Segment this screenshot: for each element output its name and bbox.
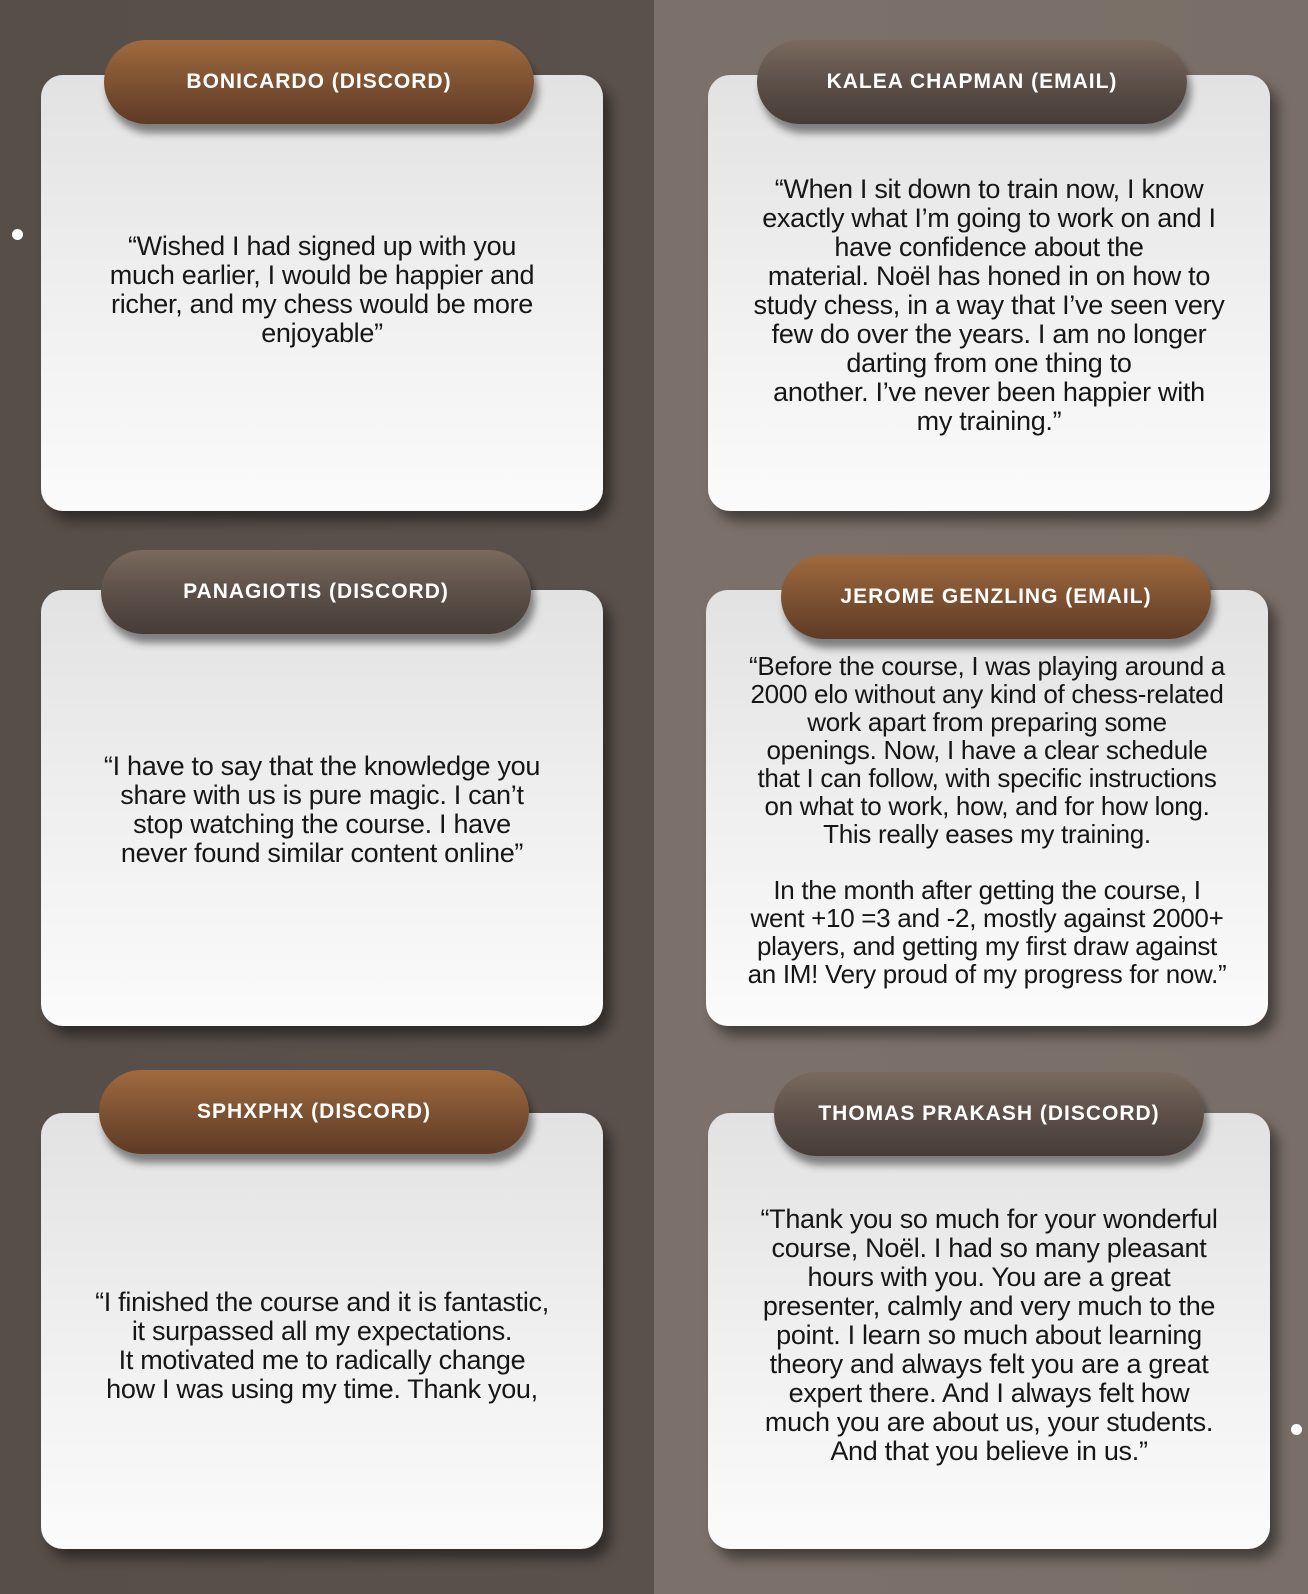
testimonial-quote: “Thank you so much for your wonderful course, Noël. I had so many pleasant hours with you. You are a great presenter, calmly and very much to the point. I learn so much about learning theory and always felt you are a great expert there. And I always felt how much you are about us, your students. And that you believe in us.”: [760, 1204, 1218, 1466]
testimonial-card: [41, 75, 603, 511]
testimonial-quote: “Before the course, I was playing around a 2000 elo without any kind of chess-related work apart from preparing some openings. Now, I have a clear schedule that I can follow, with specific instructions on what to work, how, and for how long. This really eases my training. In the month after getting the course, I went +10 =3 and -2, mostly against 2000+ players, and getting my first draw against an IM! Very proud of my progress for now.”: [747, 651, 1227, 989]
testimonial-author-badge: SPHXPHX (DISCORD): [99, 1070, 529, 1154]
decorative-dot-left: [12, 229, 23, 240]
testimonial-card: [708, 75, 1270, 511]
testimonial-quote: “I finished the course and it is fantastic, it surpassed all my expectations. It motivated me to radically change how I was using my time. Thank you,: [95, 1287, 549, 1404]
testimonial-card: [706, 590, 1268, 1026]
testimonial-card: [708, 1113, 1270, 1549]
testimonial-card: [41, 590, 603, 1026]
testimonial-author-badge: JEROME GENZLING (EMAIL): [781, 555, 1211, 639]
testimonial-quote: “Wished I had signed up with you much earlier, I would be happier and richer, and my chess would be more enjoyable”: [109, 231, 535, 348]
testimonial-author-badge: BONICARDO (DISCORD): [104, 40, 534, 124]
testimonial-quote: “I have to say that the knowledge you share with us is pure magic. I can’t stop watching the course. I have never found similar content online”: [103, 751, 541, 868]
testimonial-author-badge: PANAGIOTIS (DISCORD): [101, 550, 531, 634]
testimonial-card: [41, 1113, 603, 1549]
testimonial-author-badge: THOMAS PRAKASH (DISCORD): [774, 1072, 1204, 1156]
testimonial-quote: “When I sit down to train now, I know exactly what I’m going to work on and I have confidence about the material. Noël has honed in on how to study chess, in a way that I’ve seen very few do over the years. I am no longer darting from one thing to another. I’ve never been happier with my training.”: [753, 174, 1225, 436]
decorative-dot-right: [1291, 1424, 1302, 1435]
testimonial-author-badge: KALEA CHAPMAN (EMAIL): [757, 40, 1187, 124]
